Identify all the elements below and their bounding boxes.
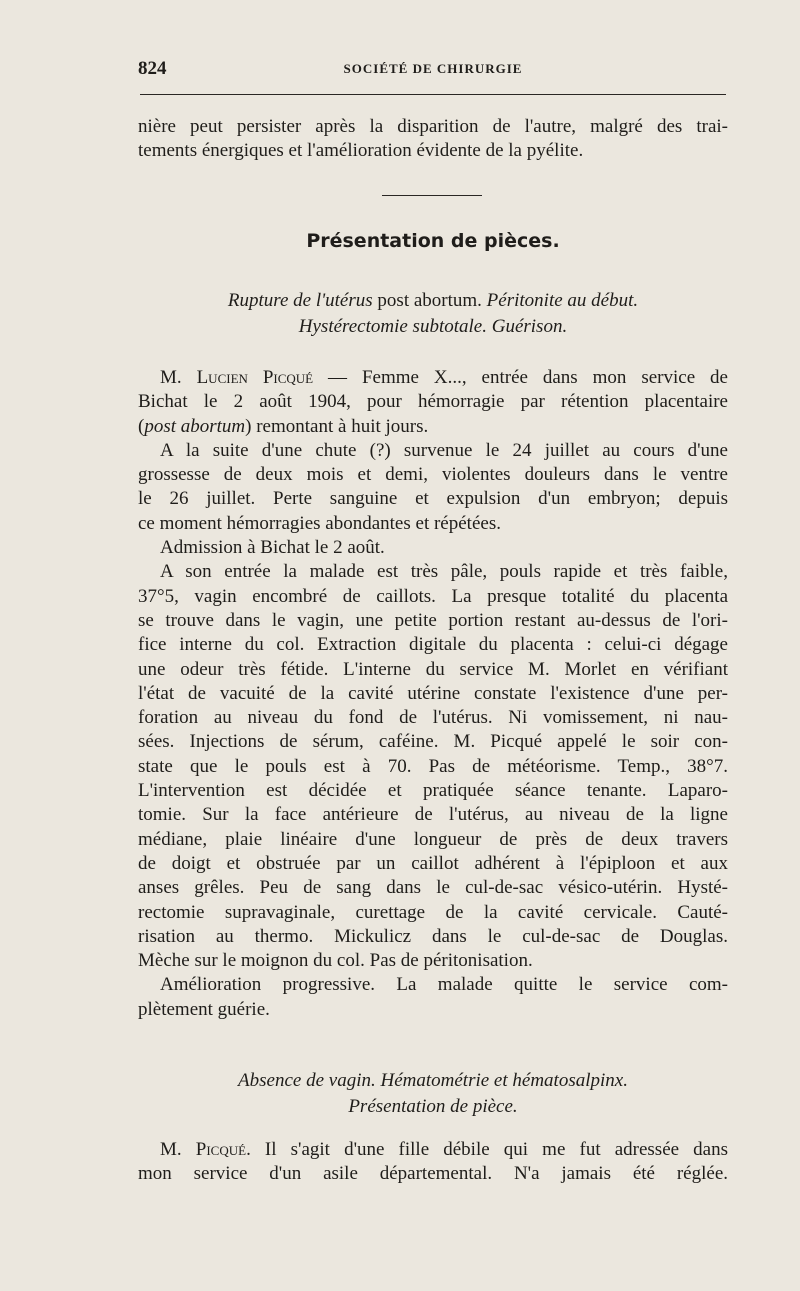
author-prefix: M. <box>160 1139 196 1160</box>
text-line: Bichat le 2 août 1904, pour hémorragie par rétention placentaire <box>138 391 728 413</box>
text-fragment: . Il s'agit d'une fille débile qui me fut adressée dans <box>246 1139 728 1160</box>
header-rule <box>140 94 726 95</box>
case1-subtitle-line2 <box>138 314 728 340</box>
text-line: se trouve dans le vagin, une petite portion restant au-dessus de l'ori- <box>138 609 728 631</box>
text-line: risation au thermo. Mickulicz dans le cul-de-sac de Douglas. <box>138 925 728 947</box>
case1-subtitle-line2-text: Hystérectomie subtotale. Guérison. <box>298 316 568 337</box>
text-line: anses grêles. Peu de sang dans le cul-de-sac vésico-utérin. Hysté- <box>138 877 728 899</box>
text-fragment: — Femme X..., entrée dans mon service de <box>313 367 728 388</box>
text-line: mon service d'un asile départemental. N'a jamais été réglée. <box>138 1163 728 1185</box>
text-line: plètement guérie. <box>138 998 270 1020</box>
section-title: Présentation de pièces. <box>306 230 560 252</box>
case1-subtitle-line1 <box>138 288 728 314</box>
page-number: 824 <box>138 58 167 79</box>
text-line: grossesse de deux mois et demi, violentes douleurs dans le ventre <box>138 464 728 486</box>
author-name: Picqué <box>195 1139 247 1160</box>
text-line: foration au niveau du fond de l'utérus. Ni vomissement, ni nau- <box>138 707 728 729</box>
case1-subtitle-italic-b: Péritonite au début. <box>486 290 639 311</box>
case1-body <box>138 366 728 1022</box>
text-line: (post abortum) remontant à huit jours. <box>138 415 429 437</box>
case2-subtitle-line1-text: Absence de vagin. Hématométrie et hématosalpinx. <box>238 1070 628 1091</box>
text-line: tomie. Sur la face antérieure de l'utérus, au niveau de la ligne <box>138 804 728 826</box>
case1-subtitle-roman: post abortum. <box>372 290 487 311</box>
text-line: médiane, plaie linéaire d'une longueur de près de deux travers <box>138 828 728 850</box>
text-line: nière peut persister après la disparition de l'autre, malgré des trai- <box>138 116 728 137</box>
text-line: A la suite d'une chute (?) survenue le 24 juillet au cours d'une <box>160 439 728 461</box>
text-line: Admission à Bichat le 2 août. <box>160 537 385 559</box>
text-line: tements énergiques et l'amélioration évidente de la pyélite. <box>138 140 584 162</box>
text-line: sées. Injections de sérum, caféine. M. Picqué appelé le soir con- <box>138 731 728 753</box>
text-line: le 26 juillet. Perte sanguine et expulsion d'un embryon; depuis <box>138 488 728 510</box>
case2-body <box>138 1138 728 1187</box>
case1-subtitle <box>138 288 728 340</box>
case2-subtitle-line1 <box>138 1068 728 1094</box>
text-line: L'intervention est décidée et pratiquée séance tenante. Laparo- <box>138 780 728 802</box>
text-line: l'état de vacuité de la cavité utérine constate l'existence d'une per- <box>138 682 728 704</box>
running-head: SOCIÉTÉ DE CHIRURGIE <box>343 61 523 76</box>
text-line <box>138 366 728 390</box>
case2-subtitle-line2 <box>138 1094 728 1120</box>
text-fragment: remontant à huit jours. <box>256 415 429 437</box>
case2-subtitle-line2-text: Présentation de pièce. <box>348 1096 518 1117</box>
case1-subtitle-italic-a: Rupture de l'utérus <box>227 290 373 311</box>
text-line: 37°5, vagin encombré de caillots. La presque totalité du placenta <box>138 585 728 607</box>
text-line: A son entrée la malade est très pâle, pouls rapide et très faible, <box>160 561 728 583</box>
section-divider <box>382 195 482 196</box>
text-line: ce moment hémorragies abondantes et répétées. <box>138 512 501 534</box>
text-line: rectomie supravaginale, curettage de la cavité cervicale. Cauté- <box>138 901 728 923</box>
text-line: fice interne du col. Extraction digitale du placenta : celui-ci dégage <box>138 634 728 656</box>
author-prefix: M. <box>160 367 197 388</box>
text-line: Mèche sur le moignon du col. Pas de péritonisation. <box>138 950 533 972</box>
text-line: Amélioration progressive. La malade quitte le service com- <box>160 974 728 996</box>
author-name: Lucien Picqué <box>196 367 314 388</box>
case2-subtitle <box>138 1068 728 1120</box>
text-line: une odeur très fétide. L'interne du service M. Morlet en vérifiant <box>138 658 728 680</box>
text-line: de doigt et obstruée par un caillot adhérent à l'épiploon et aux <box>138 852 728 874</box>
text-line <box>138 1138 728 1162</box>
page-header <box>138 58 728 82</box>
italic-phrase: post abortum <box>144 415 246 437</box>
text-line: state que le pouls est à 70. Pas de météorisme. Temp., 38°7. <box>138 755 728 777</box>
continuation-paragraph <box>138 115 728 164</box>
